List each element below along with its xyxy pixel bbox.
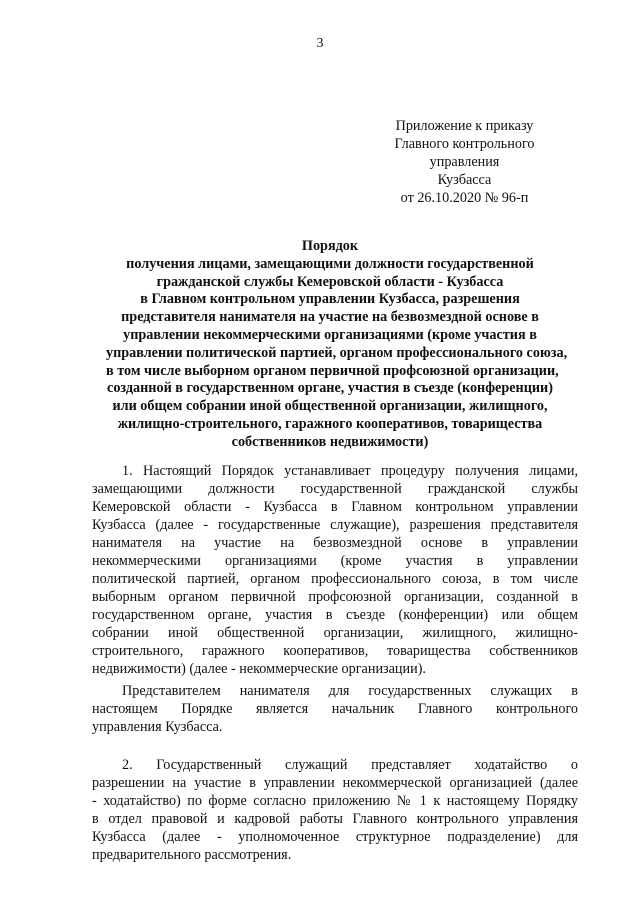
paragraph-line: собрании иной общественной организации, жилищного, жилищно- <box>92 625 578 641</box>
appendix-line: Приложение к приказу <box>395 118 534 134</box>
paragraph-line: выборным органом первичной профсоюзной организации, созданной в <box>92 589 578 605</box>
title-line: Порядок <box>301 238 359 254</box>
appendix-line: от 26.10.2020 № 96-п <box>400 190 529 206</box>
document-title <box>106 238 568 452</box>
title-line: гражданской службы Кемеровской области - Кузбасса <box>156 273 504 290</box>
appendix-line: управления <box>429 154 500 170</box>
paragraph-line: нанимателя на участие на безвозмездной основе в управлении <box>92 535 578 551</box>
paragraph-line: 1. Настоящий Порядок устанавливает процедуру получения лицами, <box>122 463 578 479</box>
paragraph-1 <box>92 462 578 678</box>
paragraph-line: замещающими должности государственной гражданской службы <box>92 481 578 497</box>
paragraph-line: недвижимости) (далее - некоммерческие организации). <box>92 661 426 677</box>
title-line: созданной в государственном органе, участия в съезде (конференции) <box>107 380 553 397</box>
appendix-header <box>382 117 547 207</box>
paragraph-line: 2. Государственный служащий представляет ходатайство о <box>122 757 578 773</box>
paragraph-line: Представителем нанимателя для государственных служащих в <box>122 683 578 699</box>
title-line: или общем собрании иной общественной организации, жилищного, <box>112 398 548 415</box>
paragraph-2 <box>92 682 578 736</box>
title-line: представителя нанимателя на участие на безвозмездной основе в <box>121 309 539 326</box>
paragraph-line: политической партией, органом профессионального союза, в том числе <box>92 571 578 587</box>
paragraph-line: в отдел правовой и кадровой работы Главного контрольного управления <box>92 811 578 827</box>
appendix-line: Главного контрольного <box>394 136 535 152</box>
title-line: в Главном контрольном управлении Кузбасса, разрешения <box>140 291 520 308</box>
title-line: управлении некоммерческими организациями (кроме участия в <box>123 326 537 343</box>
title-line: собственников недвижимости) <box>231 433 429 450</box>
paragraph-line: Кемеровской области - Кузбасса в Главном контрольном управлении <box>92 499 578 515</box>
paragraph-line: государственном органе, участия в съезде (конференции) или общем <box>92 607 578 623</box>
title-line: управлении политической партией, органом профессионального союза, <box>106 344 568 361</box>
title-line: получения лицами, замещающими должности государственной <box>126 255 534 272</box>
page-number: 3 <box>316 36 324 51</box>
paragraph-line: строительного, гаражного кооперативов, товарищества собственников <box>92 643 578 659</box>
appendix-line: Кузбасса <box>437 172 492 188</box>
paragraph-line: предварительного рассмотрения. <box>92 847 292 863</box>
paragraph-line: разрешении на участие в управлении некоммерческой организацией (далее <box>92 775 578 791</box>
paragraph-line: Кузбасса (далее - уполномоченное структурное подразделение) для <box>92 829 578 845</box>
paragraph-line: Кузбасса (далее - государственные служащие), разрешения представителя <box>92 517 578 533</box>
title-line: жилищно-строительного, гаражного кооперативов, товарищества <box>117 415 543 432</box>
title-line: в том числе выборном органом первичной профсоюзной организации, <box>106 362 559 379</box>
paragraph-line: - ходатайство) по форме согласно приложению № 1 к настоящему Порядку <box>92 793 578 809</box>
paragraph-3 <box>92 756 578 864</box>
paragraph-line: некоммерческими организациями (кроме участия в управлении <box>92 553 578 569</box>
paragraph-line: настоящем Порядке является начальник Главного контрольного <box>92 701 578 717</box>
paragraph-line: управления Кузбасса. <box>92 719 223 735</box>
